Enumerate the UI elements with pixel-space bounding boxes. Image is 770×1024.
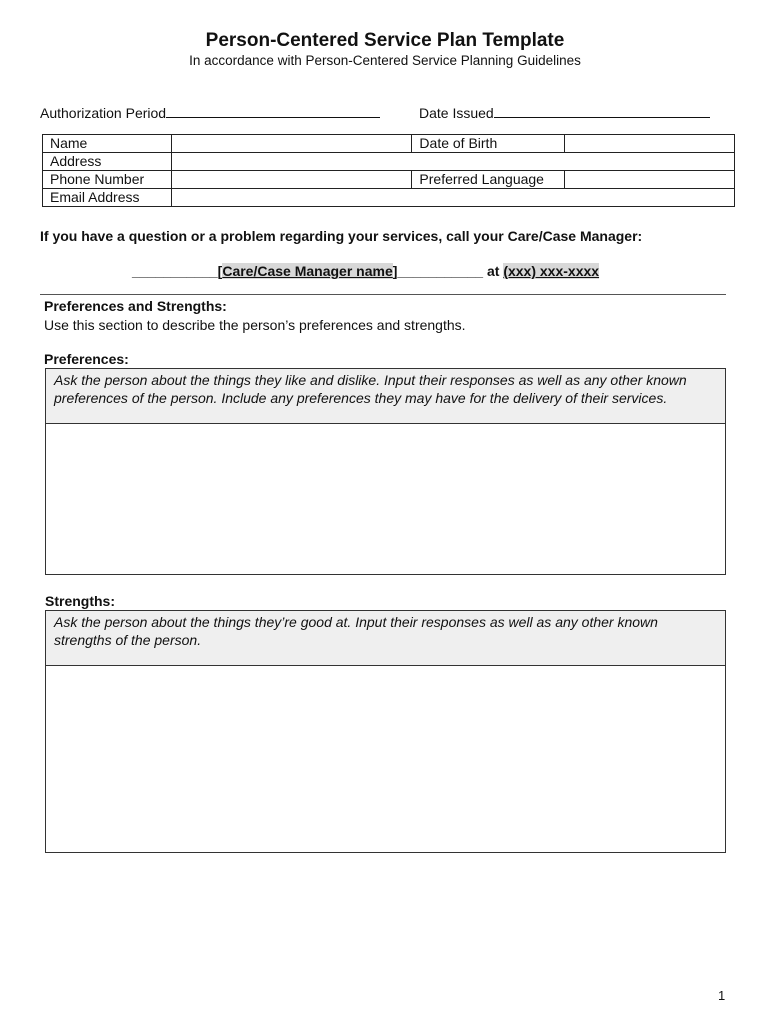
cm-blank-prefix: ___________	[132, 263, 218, 279]
name-label: Name	[43, 135, 172, 153]
dob-label: Date of Birth	[412, 135, 565, 153]
table-row	[43, 189, 735, 207]
cm-bracket-open: [	[217, 263, 223, 279]
table-row	[43, 153, 735, 171]
care-manager-name-field[interactable]: Care/Case Manager name	[222, 263, 393, 279]
table-row	[43, 171, 735, 189]
dob-value-cell[interactable]	[565, 135, 735, 153]
cm-blank-suffix: ___________	[397, 263, 484, 279]
email-label: Email Address	[43, 189, 172, 207]
care-manager-line	[132, 263, 599, 279]
language-label: Preferred Language	[412, 171, 565, 189]
pref-strengths-description: Use this section to describe the person’s preferences and strengths.	[44, 317, 466, 333]
address-value-cell[interactable]	[171, 153, 734, 171]
authorization-period-label: Authorization Period	[40, 105, 167, 121]
person-info-table	[42, 134, 735, 207]
date-issued-label: Date Issued	[419, 105, 494, 121]
email-value-cell[interactable]	[171, 189, 734, 207]
care-manager-phone-field[interactable]: (xxx) xxx-xxxx	[503, 263, 600, 279]
strengths-box	[45, 610, 726, 853]
address-label: Address	[43, 153, 172, 171]
preferences-response-area[interactable]	[46, 424, 725, 574]
section-divider	[40, 294, 726, 295]
strengths-instructions: Ask the person about the things they’re good at. Input their responses as well as any other known strengths of the person.	[46, 611, 725, 666]
date-issued-field	[419, 104, 710, 121]
preferences-heading: Preferences:	[44, 351, 129, 367]
page-number: 1	[718, 988, 726, 1003]
phone-label: Phone Number	[43, 171, 172, 189]
pref-strengths-heading: Preferences and Strengths:	[44, 298, 227, 314]
preferences-instructions: Ask the person about the things they like and dislike. Input their responses as well as any other known preferences of the person. Include any preferences they may have for the delivery of their services.	[46, 369, 725, 424]
authorization-period-blank[interactable]	[166, 104, 380, 118]
page-subtitle: In accordance with Person-Centered Service Planning Guidelines	[189, 53, 581, 68]
date-issued-blank[interactable]	[494, 104, 710, 118]
name-value-cell[interactable]	[171, 135, 412, 153]
authorization-period-field	[40, 104, 380, 121]
cm-bracket-close: ]	[392, 263, 398, 279]
language-value-cell[interactable]	[565, 171, 735, 189]
strengths-heading: Strengths:	[45, 593, 115, 609]
cm-at: at	[486, 263, 500, 279]
page-title: Person-Centered Service Plan Template	[205, 30, 565, 51]
strengths-response-area[interactable]	[46, 666, 725, 852]
preferences-box	[45, 368, 726, 575]
phone-value-cell[interactable]	[171, 171, 412, 189]
contact-question: If you have a question or a problem regarding your services, call your Care/Case Manager:	[40, 228, 643, 244]
table-row	[43, 135, 735, 153]
